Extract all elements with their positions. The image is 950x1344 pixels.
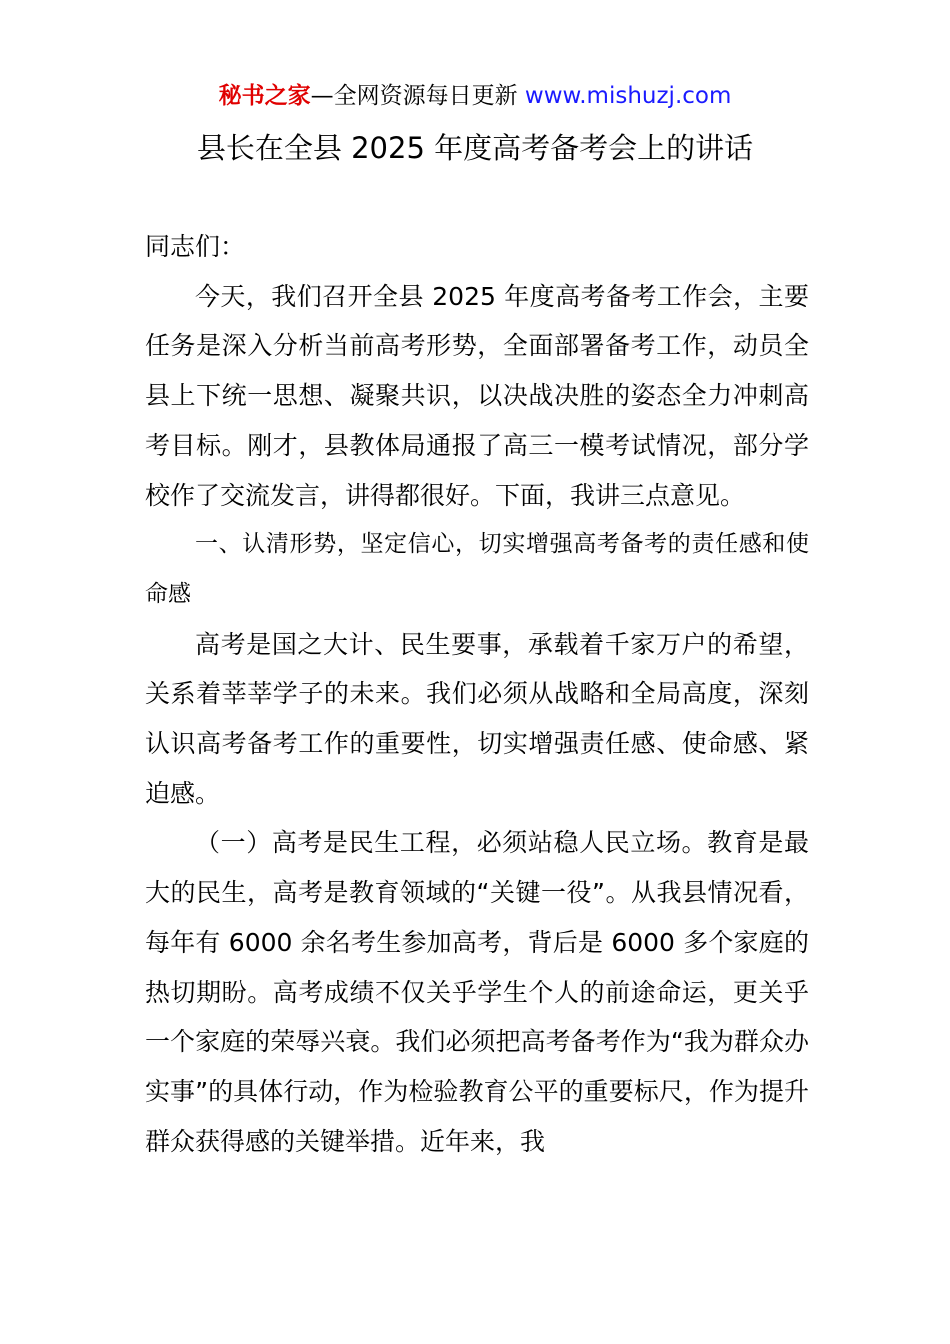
brand-name: 秘书之家 [218,83,311,109]
paragraph: 今天，我们召开全县 2025 年度高考备考工作会，主要任务是深入分析当前高考形势，全面部署备考工作，动员全县上下统一思想、凝聚共识，以决战决胜的姿态全力冲刺高考目标。刚才，县教体局通报了高三一模考试情况，部分学校作了交流发言，讲得都很好。下面，我讲三点意见。 [145,281,809,510]
section-heading: 一、认清形势，坚定信心，切实增强高考备考的责任感和使命感 [145,531,809,607]
paragraph: 高考是国之大计、民生要事，承载着千家万户的希望，关系着莘莘学子的未来。我们必须从战略和全局高度，深刻认识高考备考工作的重要性，切实增强责任感、使命感、紧迫感。 [145,629,809,808]
site-url-link[interactable]: www.mishuzj.com [524,83,732,109]
paragraph: （一）高考是民生工程，必须站稳人民立场。教育是最大的民生，高考是教育领域的“关键一役”。从我县情况看，每年有 6000 余名考生参加高考，背后是 6000 多个家庭的热切期盼。高考成绩不仅关乎学生个人的前途命运，更关乎一个家庭的荣辱兴衰。我们必须把高考备考作为“我为群众办实事”的具体行动，作为检验教育公平的重要标尺，作为提升群众获得感的关键举措。近年来，我 [145,828,809,1156]
site-header [0,82,950,110]
document-body [145,222,809,1166]
header-tagline: —全网资源每日更新 [310,83,525,109]
salutation: 同志们： [145,232,246,261]
document-title: 县长在全县 2025 年度高考备考会上的讲话 [196,131,754,165]
